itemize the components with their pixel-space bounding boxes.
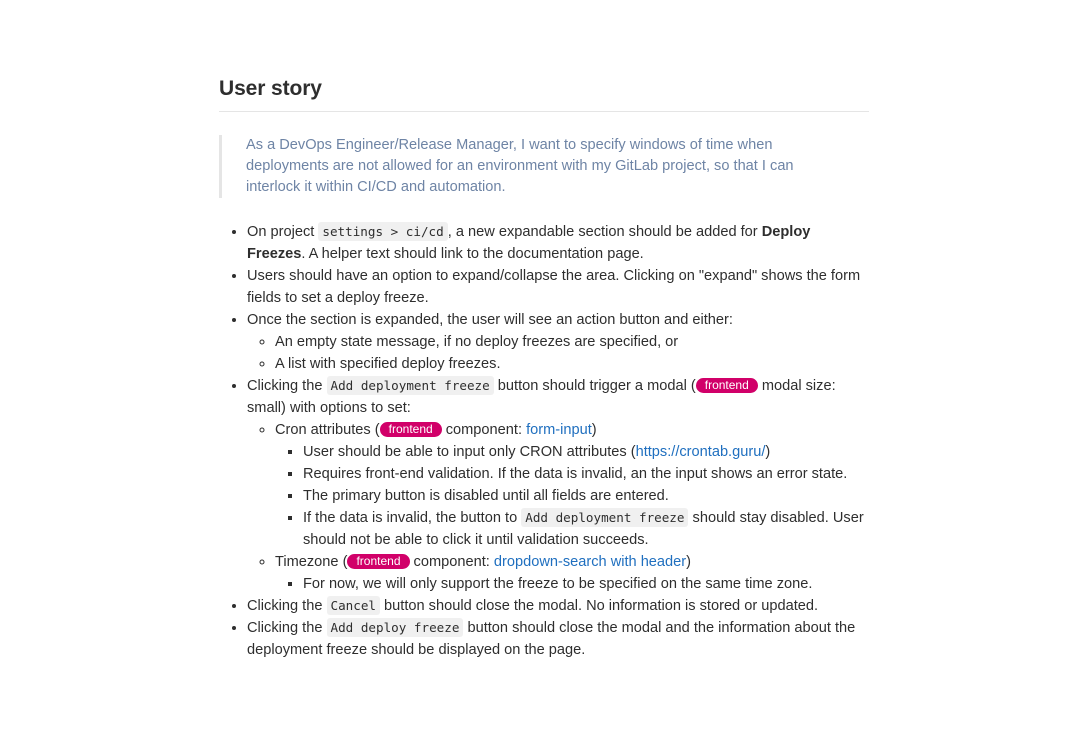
- quote-text: As a DevOps Engineer/Release Manager, I want to specify windows of time when deployments are not allowed for an environment with my GitLab project, so that I can interlock it within CI/CD and automation.: [246, 137, 794, 195]
- text: The primary button is disabled until all fields are entered.: [303, 488, 669, 504]
- bold-text: Deploy Freezes: [247, 224, 811, 262]
- list-item: [303, 507, 869, 551]
- document: [219, 74, 869, 661]
- user-story-quote: [219, 135, 806, 198]
- list-item: [247, 221, 869, 265]
- inline-code: settings > ci/cd: [318, 222, 447, 241]
- sub-list: [275, 331, 869, 375]
- text: component:: [409, 554, 494, 570]
- dropdown-search-link[interactable]: dropdown-search with header: [493, 554, 687, 570]
- sub-list: [303, 441, 869, 551]
- list-item: [247, 617, 869, 661]
- text: Cron attributes (: [275, 422, 380, 438]
- text: modal size: small) with options to set:: [247, 378, 836, 416]
- list-item: [247, 595, 869, 617]
- text: An empty state message, if no deploy freezes are specified, or: [275, 334, 679, 350]
- text: Clicking the: [247, 620, 327, 636]
- inline-code: Add deployment freeze: [521, 508, 688, 527]
- text: ): [686, 554, 692, 570]
- list-item: [275, 551, 869, 595]
- text: For now, we will only support the freeze to be specified on the same time zone.: [303, 576, 813, 592]
- inline-code: Add deployment freeze: [327, 376, 494, 395]
- list-item: [275, 331, 869, 353]
- inline-code: Cancel: [327, 596, 381, 615]
- list-item: [247, 265, 869, 309]
- text: Requires front-end validation. If the data is invalid, an the input shows an error state.: [303, 466, 848, 482]
- list-item: [303, 441, 869, 463]
- text: button should trigger a modal (: [493, 378, 696, 394]
- list-item: [303, 485, 869, 507]
- text: If the data is invalid, the button to: [303, 510, 522, 526]
- frontend-label-badge[interactable]: frontend: [380, 422, 442, 437]
- frontend-label-badge[interactable]: frontend: [347, 554, 409, 569]
- text: Clicking the: [247, 378, 327, 394]
- text: On project: [247, 224, 319, 240]
- text: , a new expandable section should be added for: [447, 224, 762, 240]
- text: component:: [441, 422, 527, 438]
- form-input-link[interactable]: form-input: [526, 422, 592, 438]
- list-item: [247, 309, 869, 375]
- text: Timezone (: [275, 554, 348, 570]
- text: should stay disabled. User should not be able to click it until validation succeeds.: [303, 510, 864, 548]
- inline-code: Add deploy freeze: [327, 618, 464, 637]
- text: Clicking the: [247, 598, 327, 614]
- section-heading: User story: [219, 74, 869, 112]
- list-item: [303, 573, 869, 595]
- text: ): [591, 422, 597, 438]
- text: Once the section is expanded, the user will see an action button and either:: [247, 312, 733, 328]
- text: button should close the modal and the information about the deployment freeze should be displayed on the page.: [247, 620, 856, 658]
- text: User should be able to input only CRON attributes (: [303, 444, 636, 460]
- text: button should close the modal. No information is stored or updated.: [380, 598, 819, 614]
- sub-list: [303, 573, 869, 595]
- list-item: [247, 375, 869, 595]
- text: . A helper text should link to the documentation page.: [301, 246, 644, 262]
- text: ): [765, 444, 771, 460]
- frontend-label-badge[interactable]: frontend: [696, 378, 758, 393]
- list-item: [275, 353, 869, 375]
- text: Users should have an option to expand/collapse the area. Clicking on "expand" shows the form fields to set a deploy freeze.: [247, 268, 861, 306]
- crontab-link[interactable]: https://crontab.guru/: [635, 444, 766, 460]
- requirements-list: [247, 221, 869, 661]
- text: A list with specified deploy freezes.: [275, 356, 501, 372]
- list-item: [275, 419, 869, 551]
- sub-list: [275, 419, 869, 595]
- list-item: [303, 463, 869, 485]
